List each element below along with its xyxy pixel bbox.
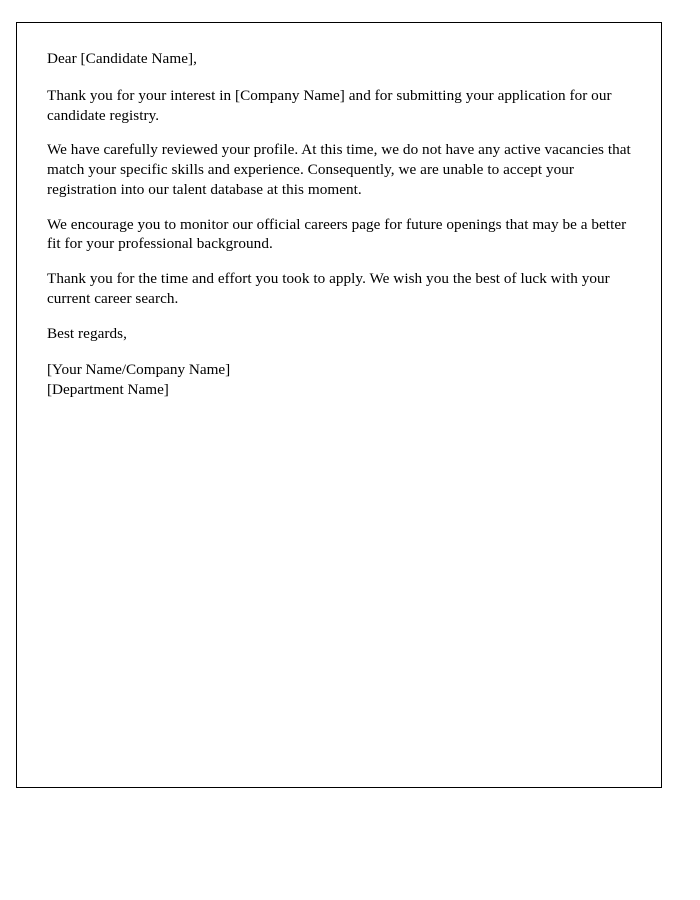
salutation-line: Dear [Candidate Name], bbox=[47, 50, 197, 67]
body-paragraph-2: We have carefully reviewed your profile. At this time, we do not have any active vacancies that match your specific skills and experience. Consequently, we are unable to accept your registration into our talent database at this moment. bbox=[47, 141, 631, 198]
letter-body bbox=[47, 49, 635, 400]
signature-name-line: [Your Name/Company Name] bbox=[47, 361, 231, 379]
body-paragraph-4: Thank you for the time and effort you took to apply. We wish you the best of luck with your current career search. bbox=[47, 270, 610, 307]
letter-frame bbox=[16, 22, 662, 788]
closing-line: Best regards, bbox=[47, 324, 127, 342]
body-paragraph-1: Thank you for your interest in [Company Name] and for submitting your application for our candidate registry. bbox=[47, 86, 612, 124]
signature-block bbox=[47, 360, 635, 400]
body-paragraph-3: We encourage you to monitor our official careers page for future openings that may be a better fit for your professional background. bbox=[47, 215, 627, 253]
signature-department-line: [Department Name] bbox=[47, 381, 169, 398]
